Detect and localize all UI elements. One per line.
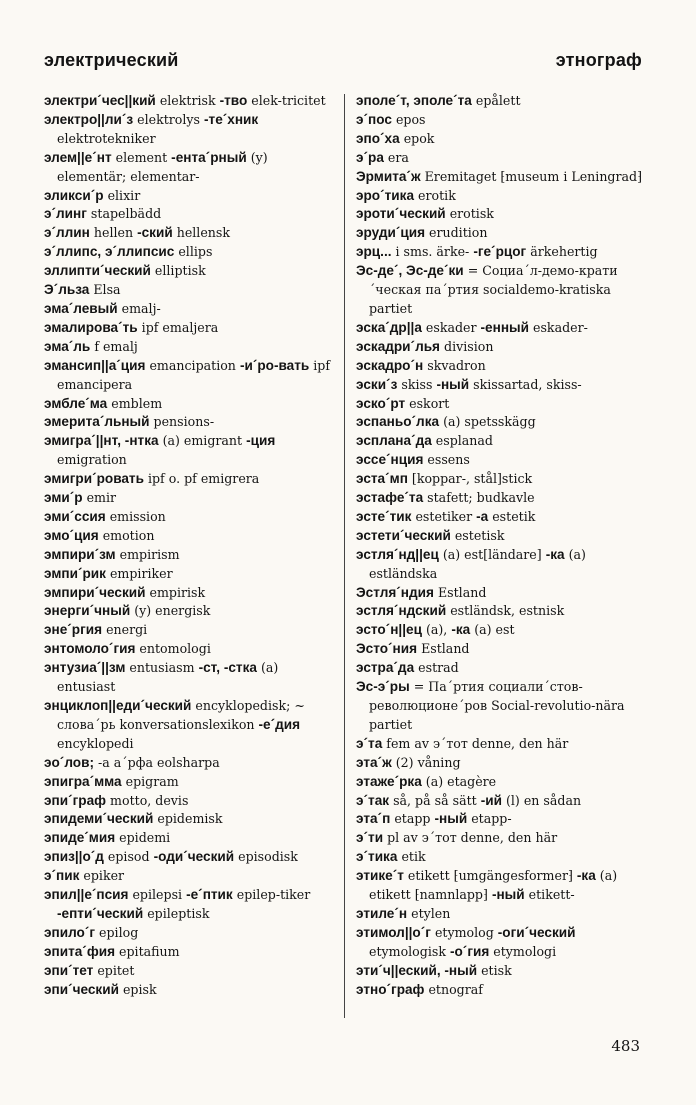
entry-headword: Эс-э´ры bbox=[356, 679, 410, 695]
page-header bbox=[44, 50, 642, 78]
entry-translation: emission bbox=[109, 508, 166, 524]
entry-headword: эпило´г bbox=[44, 924, 96, 940]
dictionary-entry bbox=[44, 810, 330, 829]
entry-derivative: -те´хник bbox=[204, 111, 259, 127]
entry-translation: eskort bbox=[409, 395, 450, 411]
entry-translation: etymolog bbox=[434, 924, 494, 940]
dictionary-entry bbox=[44, 262, 330, 281]
dictionary-entry bbox=[44, 300, 330, 319]
entry-derivative: -е´птик bbox=[186, 887, 233, 903]
dictionary-entry bbox=[44, 943, 330, 962]
entry-headword: эпита´фия bbox=[44, 943, 116, 959]
dictionary-entry bbox=[44, 848, 330, 867]
dictionary-entry bbox=[44, 338, 330, 357]
entry-translation: emotion bbox=[102, 527, 155, 543]
entry-headword: Эстля´ндия bbox=[356, 584, 434, 600]
entry-translation: etikett ⁅umgängesformer⁆ bbox=[407, 868, 573, 884]
dictionary-entry bbox=[356, 962, 642, 981]
entry-translation: etapp- bbox=[471, 811, 512, 827]
entry-translation: epilep-tiker bbox=[236, 887, 311, 903]
entry-headword: эпи´тет bbox=[44, 962, 94, 978]
entry-translation: elektrotekniker bbox=[57, 130, 156, 146]
entry-headword: э´ра bbox=[356, 149, 384, 165]
entry-translation: (a), bbox=[425, 622, 448, 638]
entry-translation: empiriker bbox=[109, 565, 173, 581]
entry-translation: eskader bbox=[425, 319, 477, 335]
entry-translation: episod bbox=[107, 849, 150, 865]
entry-translation: emigration bbox=[57, 452, 127, 468]
left-column bbox=[44, 92, 330, 1000]
entry-headword: эрц... bbox=[356, 244, 392, 260]
dictionary-entry bbox=[356, 338, 642, 357]
dictionary-entry bbox=[44, 697, 330, 754]
entry-translation: ipf emancipera bbox=[57, 357, 331, 392]
entry-headword: эми´ссия bbox=[44, 508, 106, 524]
right-running-headword: этнограф bbox=[555, 50, 642, 70]
entry-translation: esplanad bbox=[435, 433, 493, 449]
entry-headword: эстля´ндский bbox=[356, 603, 447, 619]
dictionary-entry bbox=[44, 659, 330, 697]
entry-headword: э´та bbox=[356, 735, 383, 751]
entry-headword: эмпири´зм bbox=[44, 546, 116, 562]
dictionary-entry bbox=[356, 773, 642, 792]
entry-translation: elek-tricitet bbox=[251, 93, 326, 108]
entry-translation: emblem bbox=[111, 395, 163, 411]
entry-translation: estetiker bbox=[415, 508, 473, 524]
dictionary-entry bbox=[44, 886, 330, 924]
entry-derivative: -оги´ческий bbox=[497, 924, 576, 940]
page-number: 483 bbox=[611, 1037, 640, 1055]
dictionary-entry bbox=[356, 357, 642, 376]
dictionary-entry bbox=[44, 205, 330, 224]
entry-translation: erotik bbox=[418, 187, 456, 203]
entry-translation: (2) våning bbox=[395, 754, 461, 770]
entry-translation: etikett- bbox=[528, 887, 575, 903]
dictionary-entry bbox=[356, 262, 642, 319]
dictionary-entry bbox=[356, 905, 642, 924]
entry-derivative: -ст, -стка bbox=[198, 660, 257, 676]
entry-translation: (l) en sådan bbox=[505, 792, 582, 808]
entry-translation: epilog bbox=[99, 924, 139, 940]
entry-headword: этимол||о´г bbox=[356, 924, 431, 940]
dictionary-entry bbox=[44, 602, 330, 621]
entry-translation: epitafium bbox=[119, 943, 180, 959]
dictionary-entry bbox=[44, 243, 330, 262]
entry-derivative: -ный bbox=[491, 887, 525, 903]
dictionary-entry bbox=[356, 829, 642, 848]
entry-headword: эстети´ческий bbox=[356, 527, 451, 543]
entry-translation: etik bbox=[401, 849, 426, 865]
dictionary-entry bbox=[356, 602, 642, 621]
entry-translation: epigram bbox=[125, 773, 179, 789]
entry-translation: (a) est[ländare] bbox=[442, 546, 542, 562]
entry-translation: hellen bbox=[93, 225, 134, 241]
dictionary-entry bbox=[356, 584, 642, 603]
entry-derivative: -ий bbox=[480, 792, 502, 808]
dictionary-entry bbox=[44, 621, 330, 640]
entry-translation: Estland bbox=[437, 584, 487, 600]
entry-headword: эски´з bbox=[356, 376, 398, 392]
entry-translation: element bbox=[115, 149, 168, 165]
dictionary-entry bbox=[356, 224, 642, 243]
entry-headword: эсте´тик bbox=[356, 508, 412, 524]
entry-derivative: -ка bbox=[576, 868, 596, 884]
column-divider bbox=[344, 94, 345, 1018]
dictionary-entry bbox=[44, 111, 330, 149]
entry-headword: энтузиа´||зм bbox=[44, 660, 126, 676]
entry-derivative: -ента´рный bbox=[171, 149, 247, 165]
entry-headword: эстра´да bbox=[356, 660, 415, 676]
entry-translation: empirism bbox=[119, 546, 180, 562]
entry-headword: эмигра´||нт, -нтка bbox=[44, 433, 159, 449]
entry-derivative: -епти´ческий bbox=[57, 905, 144, 921]
entry-headword: электро||ли´з bbox=[44, 111, 134, 127]
dictionary-entry bbox=[356, 376, 642, 395]
dictionary-entry bbox=[44, 867, 330, 886]
entry-headword: Эс-де´, Эс-де´ки bbox=[356, 263, 464, 279]
entry-translation: epidemi bbox=[119, 830, 171, 846]
dictionary-entry bbox=[44, 92, 330, 111]
entry-headword: э´пос bbox=[356, 111, 392, 127]
dictionary-entry bbox=[356, 867, 642, 905]
entry-translation: f emalj bbox=[94, 338, 138, 354]
dictionary-entry bbox=[44, 470, 330, 489]
dictionary-entry bbox=[356, 527, 642, 546]
entry-translation: epitet bbox=[97, 962, 135, 978]
entry-translation: etnograf bbox=[428, 981, 483, 997]
entry-headword: эпигра´мма bbox=[44, 773, 122, 789]
entry-translation: epidemisk bbox=[157, 811, 223, 827]
entry-headword: эпидеми´ческий bbox=[44, 811, 154, 827]
entry-headword: энтомоло´гия bbox=[44, 641, 136, 657]
entry-headword: эмансип||а´ция bbox=[44, 357, 146, 373]
dictionary-entry bbox=[356, 621, 642, 640]
entry-translation: Elsa bbox=[93, 282, 121, 298]
entry-derivative: -ге´рцог bbox=[473, 244, 527, 260]
entry-headword: эро´тика bbox=[356, 187, 415, 203]
dictionary-entry bbox=[356, 735, 642, 754]
entry-headword: эта´п bbox=[356, 811, 391, 827]
entry-headword: э´так bbox=[356, 792, 390, 808]
dictionary-entry bbox=[356, 187, 642, 206]
entry-translation: etapp bbox=[394, 811, 431, 827]
dictionary-entry bbox=[44, 981, 330, 1000]
entry-headword: эти´ч||еский, -ный bbox=[356, 962, 478, 978]
entry-translation: erudition bbox=[429, 225, 488, 241]
entry-translation: pl av э´тот denne, den här bbox=[387, 830, 558, 846]
dictionary-entry bbox=[44, 773, 330, 792]
dictionary-entry bbox=[44, 432, 330, 470]
entry-translation: = Па´ртия социали´стов-революционе´ров Social-revolutio-nära partiet bbox=[369, 679, 625, 732]
entry-translation: empirisk bbox=[149, 584, 206, 600]
entry-headword: эма´ль bbox=[44, 338, 91, 354]
dictionary-entry bbox=[44, 527, 330, 546]
dictionary-entry bbox=[356, 754, 642, 773]
entry-translation: -а а´рфа eolsharpa bbox=[98, 754, 220, 770]
dictionary-entry bbox=[44, 829, 330, 848]
dictionary-entry bbox=[44, 319, 330, 338]
entry-headword: эо´лов; bbox=[44, 754, 94, 770]
entry-headword: э´ллипс, э´ллипсис bbox=[44, 244, 175, 260]
entry-derivative: -енный bbox=[480, 319, 529, 335]
entry-headword: электри´чес||кий bbox=[44, 93, 156, 108]
entry-translation: epos bbox=[395, 111, 426, 127]
dictionary-entry bbox=[356, 395, 642, 414]
dictionary-entry bbox=[356, 508, 642, 527]
entry-translation: pensions- bbox=[153, 414, 215, 430]
entry-headword: эспаньо´лка bbox=[356, 414, 440, 430]
dictionary-entry bbox=[356, 640, 642, 659]
entry-translation: emir bbox=[86, 490, 117, 506]
entry-headword: эмо´ция bbox=[44, 527, 99, 543]
dictionary-entry bbox=[356, 848, 642, 867]
entry-headword: эруди´ция bbox=[356, 225, 426, 241]
entry-derivative: -ка bbox=[545, 546, 565, 562]
entry-translation: Estland bbox=[421, 641, 470, 657]
entry-headword: эми´р bbox=[44, 490, 83, 506]
entry-translation: (a) etagère bbox=[425, 773, 497, 789]
entry-headword: эмигри´ровать bbox=[44, 471, 144, 487]
entry-translation: elliptisk bbox=[154, 263, 206, 279]
entry-translation: episk bbox=[122, 981, 157, 997]
dictionary-entry bbox=[44, 640, 330, 659]
entry-headword: эма´левый bbox=[44, 300, 118, 316]
entry-headword: эскадро´н bbox=[356, 357, 424, 373]
entry-translation: (a) spetsskägg bbox=[443, 414, 536, 430]
entry-headword: эссе´нция bbox=[356, 452, 424, 468]
entry-headword: э´линг bbox=[44, 206, 87, 222]
entry-headword: эска´др||а bbox=[356, 319, 422, 335]
entry-derivative: -ция bbox=[246, 433, 276, 449]
entry-translation: (a) entusiast bbox=[57, 660, 279, 695]
dictionary-entry bbox=[356, 659, 642, 678]
entry-translation: era bbox=[387, 149, 409, 165]
entry-translation: ipf o. pf emigrera bbox=[147, 471, 260, 487]
entry-translation: estetik bbox=[492, 508, 536, 524]
dictionary-entry bbox=[44, 565, 330, 584]
entry-translation: motto, devis bbox=[110, 792, 189, 808]
entry-headword: эскадри´лья bbox=[356, 338, 440, 354]
entry-headword: эпи´ческий bbox=[44, 981, 119, 997]
entry-headword: э´пик bbox=[44, 868, 80, 884]
entry-translation: etisk bbox=[481, 962, 512, 978]
entry-headword: элем||е´нт bbox=[44, 149, 112, 165]
entry-headword: этике´т bbox=[356, 868, 404, 884]
entry-derivative: -ный bbox=[436, 376, 470, 392]
entry-translation: hellensk bbox=[176, 225, 230, 241]
entry-headword: эта´ж bbox=[356, 754, 392, 770]
entry-headword: энерги´чный bbox=[44, 603, 131, 619]
entry-headword: эсплана´да bbox=[356, 433, 432, 449]
entry-headword: эпиз||о´д bbox=[44, 849, 104, 865]
dictionary-entry bbox=[356, 205, 642, 224]
entry-headword: эпил||е´псия bbox=[44, 887, 129, 903]
entry-translation: entusiasm bbox=[129, 660, 195, 676]
entry-headword: эполе´т, эполе´та bbox=[356, 93, 472, 108]
entry-translation: estrad bbox=[418, 660, 459, 676]
entry-translation: skvadron bbox=[427, 357, 486, 373]
entry-translation: stapelbädd bbox=[90, 206, 162, 222]
dictionary-entry bbox=[356, 149, 642, 168]
entry-translation: episodisk bbox=[238, 849, 298, 865]
entry-translation: etymologi bbox=[493, 943, 557, 959]
entry-translation: essens bbox=[427, 452, 470, 468]
entry-translation: encyklopedisk; ~ слова´рь konversationslexikon bbox=[57, 698, 305, 732]
entry-derivative: -е´дия bbox=[258, 716, 301, 732]
entry-translation: (a) etikett ⁅namnlapp⁆ bbox=[369, 868, 618, 903]
entry-headword: эпи´граф bbox=[44, 792, 107, 808]
entry-translation: (y) elementär; elementar- bbox=[57, 149, 268, 184]
entry-headword: этно´граф bbox=[356, 981, 425, 997]
entry-translation: estetisk bbox=[454, 527, 505, 543]
entry-translation: skiss bbox=[401, 376, 433, 392]
entry-translation: epok bbox=[403, 130, 435, 146]
dictionary-entry bbox=[44, 281, 330, 300]
dictionary-entry bbox=[356, 451, 642, 470]
entry-translation: etylen bbox=[411, 905, 451, 921]
dictionary-entry bbox=[356, 489, 642, 508]
entry-translation: epileptisk bbox=[147, 905, 210, 921]
dictionary-entry bbox=[356, 130, 642, 149]
entry-headword: Эрмита´ж bbox=[356, 168, 421, 184]
entry-translation: i sms. ärke- bbox=[395, 244, 470, 260]
entry-headword: Эсто´ния bbox=[356, 641, 418, 657]
entry-translation: = Социа´л-демо-крати´ческая па´ртия socialdemo-kratiska partiet bbox=[369, 263, 618, 316]
entry-translation: (a) est bbox=[474, 622, 515, 638]
dictionary-entry bbox=[356, 92, 642, 111]
dictionary-entry bbox=[44, 508, 330, 527]
entry-derivative: -ка bbox=[451, 622, 471, 638]
entry-headword: эмпири´ческий bbox=[44, 584, 146, 600]
entry-translation: ellips bbox=[178, 244, 213, 260]
dictionary-entry bbox=[44, 924, 330, 943]
entry-headword: эпиде´мия bbox=[44, 830, 116, 846]
dictionary-entry bbox=[356, 413, 642, 432]
left-running-headword: электрический bbox=[44, 50, 179, 70]
entry-translation: ärkehertig bbox=[530, 244, 598, 260]
dictionary-entry bbox=[356, 470, 642, 489]
dictionary-entry bbox=[44, 489, 330, 508]
dictionary-entry bbox=[44, 754, 330, 773]
entry-headword: эроти´ческий bbox=[356, 206, 446, 222]
entry-derivative: -оди´ческий bbox=[153, 849, 235, 865]
entry-headword: эсто´н||ец bbox=[356, 622, 422, 638]
entry-headword: эмерита´льный bbox=[44, 414, 150, 430]
entry-headword: этаже´рка bbox=[356, 773, 422, 789]
entry-translation: epiker bbox=[83, 868, 125, 884]
entry-headword: э´ллин bbox=[44, 225, 90, 241]
dictionary-entry bbox=[44, 546, 330, 565]
dictionary-entry bbox=[356, 432, 642, 451]
entry-translation: elektrisk bbox=[159, 93, 216, 108]
right-column bbox=[356, 92, 642, 1000]
entry-translation: skissartad, skiss- bbox=[473, 376, 582, 392]
dictionary-entry bbox=[356, 546, 642, 584]
dictionary-entry bbox=[44, 187, 330, 206]
dictionary-entry bbox=[44, 413, 330, 432]
entry-headword: э´ти bbox=[356, 830, 384, 846]
entry-translation: (y) energisk bbox=[134, 603, 211, 619]
dictionary-entry bbox=[356, 810, 642, 829]
entry-derivative: -тво bbox=[219, 93, 248, 108]
entry-translation: encyklopedi bbox=[57, 735, 134, 751]
dictionary-entry bbox=[44, 149, 330, 187]
dictionary-entry bbox=[44, 584, 330, 603]
entry-headword: эста´мп bbox=[356, 471, 408, 487]
entry-translation: epilepsi bbox=[132, 887, 183, 903]
dictionary-entry bbox=[44, 224, 330, 243]
entry-translation: eskader- bbox=[533, 319, 588, 335]
entry-translation: ipf emaljera bbox=[141, 319, 219, 335]
entry-translation: emancipation bbox=[149, 357, 236, 373]
entry-translation: (a) emigrant bbox=[162, 433, 243, 449]
entry-headword: эллипти´ческий bbox=[44, 263, 151, 279]
dictionary-entry bbox=[44, 395, 330, 414]
entry-headword: эмпи´рик bbox=[44, 565, 106, 581]
dictionary-entry bbox=[356, 792, 642, 811]
entry-headword: эстафе´та bbox=[356, 490, 424, 506]
entry-headword: эпо´ха bbox=[356, 130, 400, 146]
dictionary-entry bbox=[356, 924, 642, 962]
entry-translation: Eremitaget ⁅museum i Leningrad⁆ bbox=[424, 168, 642, 184]
entry-headword: эликси´р bbox=[44, 187, 104, 203]
entry-headword: этиле´н bbox=[356, 905, 408, 921]
entry-translation: elektrolys bbox=[137, 111, 200, 127]
entry-headword: эне´ргия bbox=[44, 622, 103, 638]
entry-headword: эстля´нд||ец bbox=[356, 546, 439, 562]
entry-translation: division bbox=[444, 338, 494, 354]
dictionary-entry bbox=[356, 168, 642, 187]
dictionary-entry bbox=[44, 962, 330, 981]
entry-headword: Э´льза bbox=[44, 282, 90, 298]
entry-translation: så, på så sätt bbox=[393, 792, 477, 808]
entry-translation: stafett; budkavle bbox=[427, 490, 535, 506]
entry-translation: emalj- bbox=[121, 300, 161, 316]
entry-headword: эско´рт bbox=[356, 395, 406, 411]
entry-headword: эмалирова´ть bbox=[44, 319, 138, 335]
entry-translation: energi bbox=[106, 622, 148, 638]
entry-translation: estländsk, estnisk bbox=[450, 603, 565, 619]
entry-derivative: -ный bbox=[434, 811, 468, 827]
entry-translation: entomologi bbox=[139, 641, 211, 657]
dictionary-entry bbox=[356, 111, 642, 130]
dictionary-entry bbox=[44, 792, 330, 811]
entry-translation: [koppar-, stål]stick bbox=[411, 471, 533, 487]
entry-derivative: -о´гия bbox=[449, 943, 490, 959]
entry-headword: энциклоп||еди´ческий bbox=[44, 698, 192, 713]
dictionary-entry bbox=[356, 319, 642, 338]
dictionary-entry bbox=[356, 243, 642, 262]
entry-derivative: -а bbox=[476, 508, 489, 524]
entry-headword: эмбле´ма bbox=[44, 395, 108, 411]
entry-derivative: -ский bbox=[137, 225, 173, 241]
entry-headword: э´тика bbox=[356, 849, 398, 865]
entry-translation: (a) estländska bbox=[369, 546, 586, 581]
entry-translation: erotisk bbox=[449, 206, 494, 222]
entry-derivative: -и´ро-вать bbox=[239, 357, 310, 373]
entry-translation: fem av э´тот denne, den här bbox=[386, 735, 569, 751]
dictionary-entry bbox=[356, 678, 642, 735]
dictionary-entry bbox=[44, 357, 330, 395]
entry-translation: elixir bbox=[107, 187, 141, 203]
entry-translation: epålett bbox=[475, 93, 521, 108]
entry-translation: etymologisk bbox=[369, 943, 446, 959]
dictionary-entry bbox=[356, 981, 642, 1000]
